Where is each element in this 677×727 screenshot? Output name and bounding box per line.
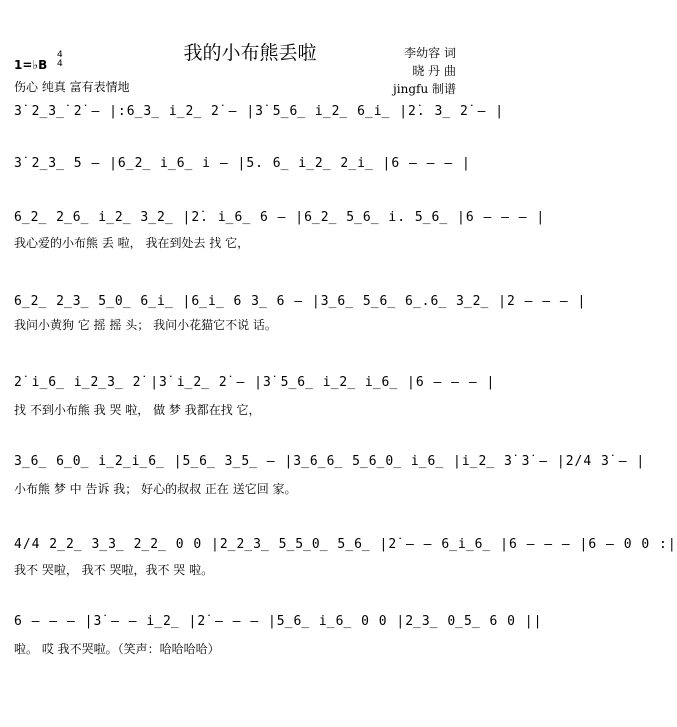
key-signature: 1=♭B (14, 58, 48, 72)
score-row (14, 294, 587, 338)
score-row (14, 537, 677, 581)
lyric-line: 我心爱的小布熊 丢 啦， 我在到处去 找 它， (14, 236, 250, 250)
score-row (14, 375, 496, 419)
score-row (14, 210, 546, 254)
score-row (14, 454, 646, 498)
notation-line: 6̲2̲ 2̲3̲ 5̲0̲ 6̲i̲ |6̲i̲ 6 3̲ 6 – |3̲6̲ 5̲6̲ 6̲.6̲ 3̲2̲ |2 – – – | (14, 294, 587, 309)
lyric-line: 我问小黄狗 它 摇 摇 头； 我问小花猫它不说 话。 (14, 318, 277, 332)
time-signature-top: 4 (57, 50, 63, 60)
notation-line: 4/4 2̲2̲ 3̲3̲ 2̲2̲ 0 0 |2̲2̲3̲ 5̲5̲0̲ 5̲6̲ |2̇ – – 6̲i̲6̲ |6 – – – |6 – 0 0 :| (14, 537, 677, 552)
notation-line: 6̲2̲ 2̲6̲ i̲2̲ 3̲2̲ |2̇. i̲6̲ 6 – |6̲2̲ 5̲6̲ i. 5̲6̲ |6 – – – | (14, 210, 546, 225)
time-signature-bottom: 4 (57, 59, 63, 69)
lyric-line: 我不 哭啦， 我不 哭啦，我不 哭 啦。 (14, 563, 214, 577)
notation-line: 6 – – – |3̇ – – i̲2̲ |2̇ – – – |5̲6̲ i̲6̲ 0 0 |2̲3̲ 0̲5̲ 6 0 || (14, 614, 543, 629)
song-title: 我的小布熊丢啦 (183, 42, 317, 64)
score-row (14, 156, 490, 200)
lyric-line: 小布熊 梦 中 告诉 我； 好心的叔叔 正在 送它回 家。 (14, 482, 297, 496)
notation-line: 2̇ i̲6̲ i̲2̲3̲ 2̇ |3̇ i̲2̲ 2̇ – |3̇ 5̲6̲ i̲2̲ i̲6̲ |6 – – – | (14, 375, 496, 390)
score-row (14, 104, 505, 148)
lyricist-credit: 李幼容 词 (404, 46, 456, 60)
arranger-credit: jingfu 制谱 (393, 82, 456, 96)
expression-marking: 伤心 纯真 富有表情地 (14, 80, 130, 94)
notation-line: 3̇ 2̲3̲ 5 – |6̲2̲ i̲6̲ i – |5. 6̲ i̲2̲ 2̲i̲ |6 – – – | (14, 156, 471, 171)
time-signature (57, 51, 63, 69)
score-row (14, 614, 543, 658)
notation-line: 3̲6̲ 6̲0̲ i̲2̲i̲6̲ |5̲6̲ 3̲5̲ – |3̲6̲6̲ 5̲6̲0̲ i̲6̲ |i̲2̲ 3̇ 3̇ – |2/4 3̇ – | (14, 454, 646, 469)
lyric-line: 啦。 哎 我不哭啦。（笑声：哈哈哈哈） (14, 642, 220, 656)
notation-line: 3̇ 2̲3̲̇ 2̇ – |:6̲3̲ i̲2̲ 2̇ – |3̇ 5̲6̲ i̲2̲ 6̲i̲ |2̇. 3̲ 2̇ – | (14, 104, 505, 119)
composer-credit: 晓 丹 曲 (412, 64, 456, 78)
lyric-line: 找 不到小布熊 我 哭 啦， 做 梦 我都在找 它， (14, 403, 261, 417)
